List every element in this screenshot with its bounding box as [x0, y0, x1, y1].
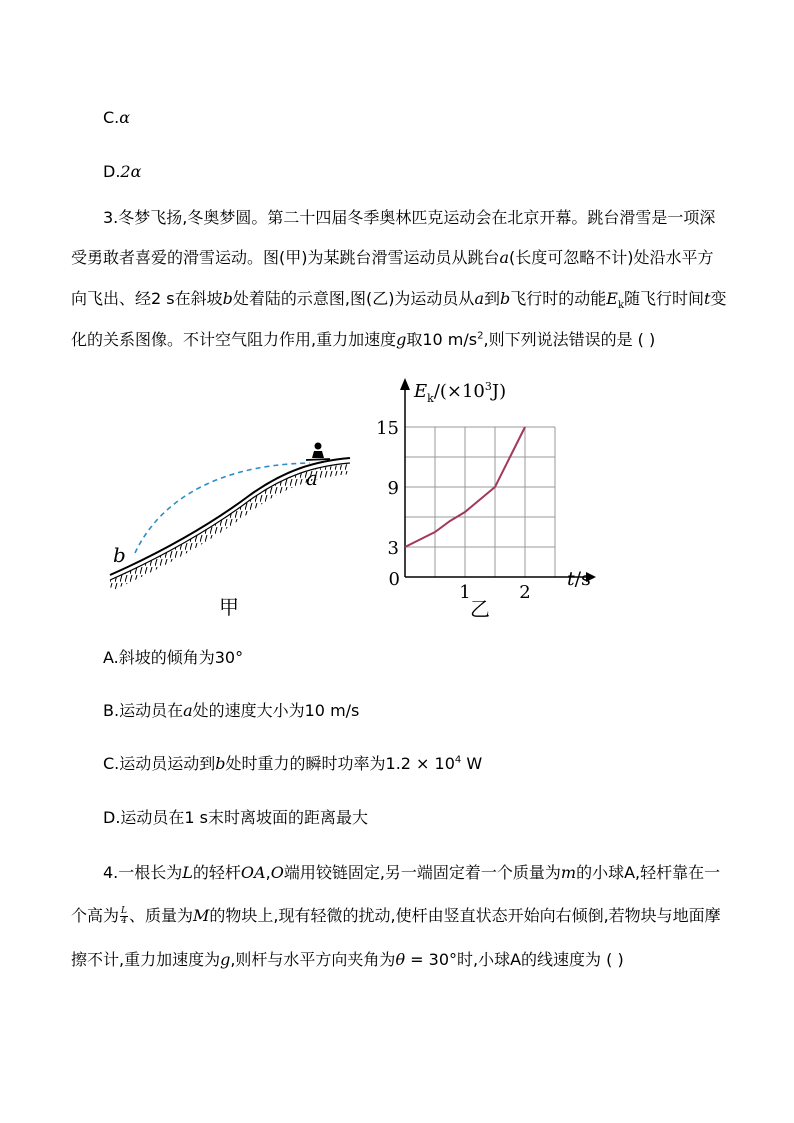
q3-text: 到 — [483, 289, 500, 308]
q4-text: 的轻杆 — [192, 863, 241, 882]
q3-option-c-exp: 4 — [454, 754, 462, 766]
x-tick-label: 2 — [519, 582, 531, 602]
x-axis-label: t/s — [567, 568, 591, 590]
q4-text: 的物块上,现有轻微的扰动,使杆由竖直状态开始向右倾倒,若物块与地面摩 — [209, 906, 721, 925]
q3-text: 变 — [710, 289, 727, 308]
q3-text: 取10 m/s — [406, 330, 478, 349]
q3-option-c-text: C.运动员运动到 — [103, 754, 216, 773]
y-axis-label: $E_k/(\times 10^3J)$ — [414, 380, 507, 405]
y-tick-label: 9 — [387, 478, 399, 499]
q3-option-c-text: W — [461, 754, 483, 773]
q3-stem-line4 — [71, 327, 655, 350]
q4-text: = 30°时,小球A的线速度为 ( ) — [405, 950, 624, 969]
q3-text: 向飞出、经2 s在斜坡 — [71, 289, 223, 308]
q3-sup: 2 — [477, 330, 484, 342]
caption-jia: 甲 — [219, 595, 239, 619]
q4-var-M: M — [193, 906, 210, 925]
q3-var-b: b — [500, 289, 511, 308]
q3-text: (长度可忽略不计)处沿水平方 — [509, 248, 714, 267]
caption-yi: 乙 — [470, 597, 490, 621]
y-tick-labels — [376, 418, 399, 559]
q4-text: 擦不计,重力加速度为 — [71, 950, 221, 969]
q4-stem-line1 — [103, 860, 720, 883]
q3-option-b-text: 处的速度大小为10 m/s — [192, 701, 360, 720]
q4-fraction — [120, 907, 128, 926]
q3-option-a: A.斜坡的倾角为30° — [103, 648, 244, 667]
q2-option-d-value: 2α — [120, 162, 142, 181]
q4-text: 个高为 — [71, 906, 120, 925]
q2-option-d — [103, 162, 141, 181]
q4-var-g: g — [220, 950, 231, 969]
q3-var-a: a — [474, 289, 484, 308]
q3-var-b: b — [215, 754, 226, 773]
x-tick-label: 1 — [459, 582, 471, 602]
q4-text: 的小球A,轻杆靠在一 — [576, 863, 721, 882]
q3-var-t: t — [704, 289, 711, 308]
q3-option-b — [103, 698, 359, 721]
q3-var-a: a — [499, 248, 510, 267]
q2-option-c-value: α — [119, 108, 131, 127]
skier-icon — [306, 443, 330, 461]
label-b: b — [113, 543, 126, 567]
q4-var-L: L — [182, 863, 193, 882]
q3-option-c — [103, 751, 482, 774]
q3-text: 受勇敢者喜爱的滑雪运动。图(甲)为某跳台滑雪运动员从跳台 — [71, 248, 500, 267]
q4-text: 端用铰链固定,另一端固定着一个质量为 — [283, 863, 561, 882]
q3-text: 随飞行时间 — [624, 289, 705, 308]
q4-stem-line3 — [71, 947, 624, 970]
q4-text: 、质量为 — [129, 906, 194, 925]
q3-var-a: a — [183, 701, 193, 720]
chart-grid — [405, 427, 555, 577]
q3-option-b-text: B.运动员在 — [103, 701, 184, 720]
q3-text: 化的关系图像。不计空气阻力作用,重力加速度 — [71, 330, 397, 349]
y-tick-label: 3 — [387, 538, 399, 559]
q3-var-k: k — [617, 300, 625, 312]
origin-label: 0 — [388, 569, 400, 590]
q2-option-d-label: D. — [103, 162, 121, 181]
q3-stem-line3 — [71, 286, 727, 312]
y-axis-arrow-icon — [400, 378, 410, 390]
trajectory-dashed — [135, 463, 310, 553]
q3-stem-line1: 3.冬梦飞扬,冬奥梦圆。第二十四届冬季奥林匹克运动会在北京开幕。跳台滑雪是一项深 — [103, 208, 716, 227]
q3-var-E: E — [606, 289, 618, 308]
q3-text: 飞行时的动能 — [510, 289, 607, 308]
q4-text: , — [265, 863, 271, 882]
label-a: a — [306, 466, 318, 490]
q3-text: 处着陆的示意图,图(乙)为运动员从 — [232, 289, 475, 308]
q4-text: 4.一根长为 — [103, 863, 183, 882]
q2-option-c-label: C. — [103, 108, 120, 127]
q4-frac-den: 4 — [121, 916, 127, 926]
q3-var-b: b — [222, 289, 233, 308]
q3-stem-line2 — [71, 245, 714, 268]
q2-option-c — [103, 108, 130, 127]
y-tick-label: 15 — [376, 418, 399, 439]
q4-text: ,则杆与水平方向夹角为 — [230, 950, 396, 969]
q3-var-g: g — [396, 330, 407, 349]
q3-option-d: D.运动员在1 s末时离坡面的距离最大 — [103, 808, 369, 827]
figure-chart — [370, 372, 610, 602]
q3-text: ,则下列说法错误的是 ( ) — [483, 330, 656, 349]
q4-var-m: m — [560, 863, 577, 882]
q4-var-theta: θ — [395, 950, 406, 969]
q3-option-c-text: 处时重力的瞬时功率为1.2 × 10 — [225, 754, 455, 773]
q4-var-O: O — [270, 863, 284, 882]
q4-stem-line2 — [71, 903, 721, 926]
q4-var-OA: OA — [240, 863, 266, 882]
q4-frac-num: L — [121, 906, 127, 916]
